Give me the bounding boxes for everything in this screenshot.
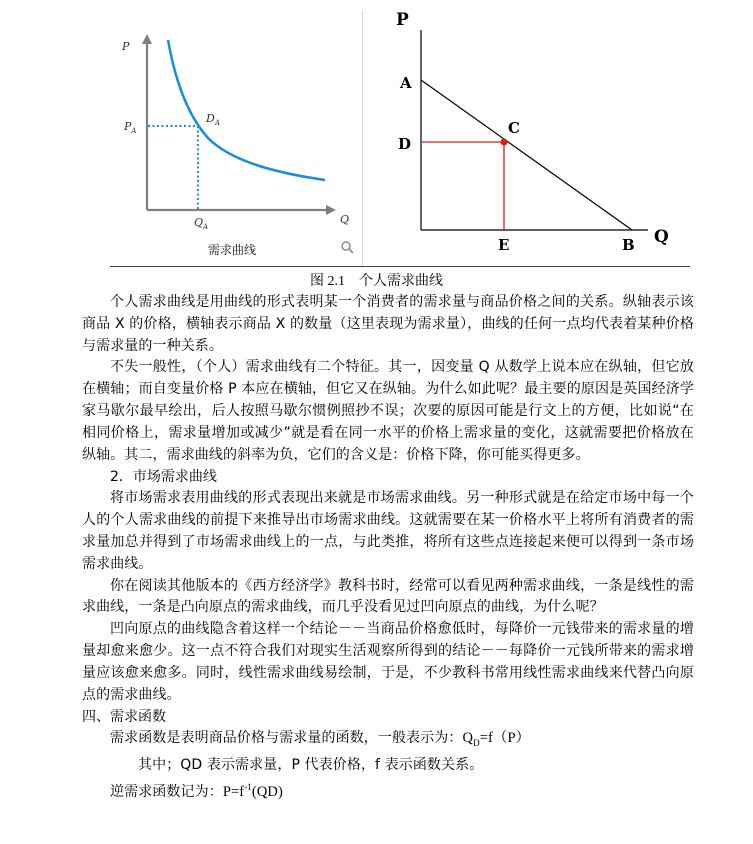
label-b: B [622, 236, 635, 254]
y-axis-arrow [142, 34, 152, 44]
paragraph-3: 将市场需求表用曲线的形式表现出来就是市场需求曲线。另一种形式就是在给定市场中每一个人的个人需求曲线的前提下来推导出市场需求曲线。这就需要在某一价格水平上将所有消费者的需求量加总并得到了市场需求曲线上的一点，与此类推，将所有这些点连接起来便可以得到一条市场需求曲线。 [82, 490, 694, 572]
demand-curve-svg [110, 10, 362, 266]
demand-curve [168, 40, 325, 180]
x-axis-arrow [326, 205, 336, 215]
y-axis-label: P [122, 40, 130, 53]
figure-number: 图 2.1 [310, 274, 345, 289]
label-a: A [400, 74, 412, 92]
paragraph-6-text: 需求函数是表明商品价格与需求量的函数，一般表示为： [110, 730, 463, 747]
x-axis-label: Q [340, 213, 350, 226]
body-text [82, 292, 694, 803]
magnifier-icon[interactable] [342, 242, 353, 253]
paragraph-8 [82, 777, 694, 804]
heading-market-demand: 2．市场需求曲线 [110, 469, 217, 486]
label-c: C [508, 119, 520, 137]
figure-title: 个人需求曲线 [359, 274, 443, 289]
price-a-label: $P_A$ [124, 120, 137, 135]
paragraph-7: 其中；QD 表示需求量，P 代表价格，f 表示函数关系。 [138, 757, 484, 774]
label-q: Q [654, 227, 669, 247]
left-figure-caption: 需求曲线 [208, 243, 257, 257]
paragraph-8-text: 逆需求函数记为： [110, 783, 223, 800]
paragraph-1: 个人需求曲线是用曲线的形式表明某一个消费者的需求量与商品价格之间的关系。纵轴表示该商品 X 的价格，横轴表示商品 X 的数量（这里表现为需求量），曲线的任何一点均代表着某种价格与需求量的一种关系。 [82, 294, 694, 354]
point-c-marker [500, 138, 507, 145]
paragraph-2: 不失一般性，（个人）需求曲线有二个特征。其一，因变量 Q 从数学上说本应在纵轴，但它放在横轴；而自变量价格 P 本应在横轴，但它又在纵轴。为什么如此呢？最主要的原因是英国经济学家马歇尔最早绘出，后人按照马歇尔惯例照抄不误；次要的原因可能是行文上的方便，比如说“在相同价格上，需求量增加或减少”就是看在同一水平的价格上需求量的变化，这就需要把价格放在纵轴。其二，需求曲线的斜率为负，它们的含义是：价格下降，你可能买得更多。 [82, 359, 694, 463]
linear-demand-figure-right [380, 0, 690, 266]
point-da-label: $D_A$ [206, 112, 220, 127]
paragraph-5: 凹向原点的曲线隐含着这样一个结论－－当商品价格愈低时，每降价一元钱带来的需求量的增量却愈来愈少。这一点不符合我们对现实生活观察所得到的结论－－每降价一元钱所带来的需求增量应该愈来愈多。同时，线性需求曲线易绘制，于是，不少教科书常用线性需求曲线来代替凸向原点的需求曲线。 [82, 621, 694, 703]
label-p: P [396, 10, 409, 30]
demand-line-ab [421, 80, 632, 230]
paragraph-6 [82, 728, 694, 755]
paragraph-4: 你在阅读其他版本的《西方经济学》教科书时，经常可以看见两种需求曲线，一条是线性的需求曲线，一条是凸向原点的需求曲线，而几乎没看见过凹向原点的曲线，为什么呢？ [82, 577, 694, 616]
label-e: E [498, 236, 510, 254]
figure-caption [0, 270, 753, 290]
quantity-a-label: $Q_A$ [194, 216, 209, 231]
inverse-demand-formula: $P=f^{-1}(QD)$ [222, 781, 283, 800]
demand-function-formula: $Q_D=f(P)$ [462, 730, 531, 749]
label-d: D [398, 135, 412, 153]
figure-divider [110, 266, 690, 267]
demand-curve-figure-left [110, 10, 363, 266]
heading-demand-function: 四、需求函数 [82, 709, 166, 726]
linear-demand-svg [380, 0, 690, 266]
